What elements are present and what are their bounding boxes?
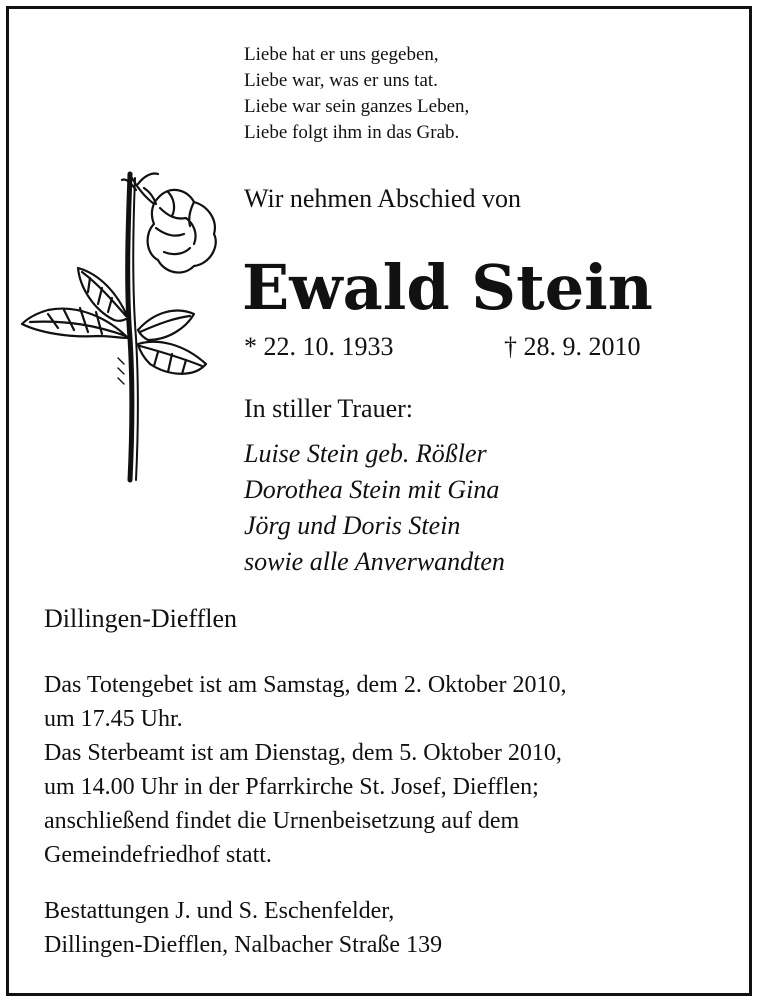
requiem-line: Gemeindefriedhof statt. [44,842,272,868]
requiem-line: um 14.00 Uhr in der Pfarrkirche St. Josef, Diefflen; [44,774,539,800]
undertaker-line: Dillingen-Diefflen, Nalbacher Straße 139 [44,932,443,958]
requiem-line: Das Sterbeamt ist am Dienstag, dem 5. Oktober 2010, [44,740,562,766]
requiem-notice [44,736,562,872]
prayer-notice [44,668,566,736]
rose-icon [18,168,228,488]
death-date: † 28. 9. 2010 [504,332,641,361]
farewell-intro: Wir nehmen Abschied von [244,184,521,213]
undertaker-line: Bestattungen J. und S. Eschenfelder, [44,898,395,924]
poem [244,42,469,146]
undertaker-info [44,894,442,962]
mourner: Dorothea Stein mit Gina [244,475,500,504]
prayer-line: Das Totengebet ist am Samstag, dem 2. Oktober 2010, [44,672,567,698]
place-name: Dillingen-Diefflen [44,604,238,633]
birth-date: * 22. 10. 1933 [244,332,394,361]
poem-line: Liebe hat er uns gegeben, [244,44,439,65]
poem-line: Liebe war sein ganzes Leben, [244,96,470,117]
poem-line: Liebe folgt ihm in das Grab. [244,122,460,143]
prayer-line: um 17.45 Uhr. [44,706,183,732]
mourner: Jörg und Doris Stein [244,511,461,540]
deceased-name: Ewald Stein [242,251,653,324]
requiem-line: anschließend findet die Urnenbeisetzung auf dem [44,808,520,834]
mourner: Luise Stein geb. Rößler [244,439,487,468]
mourners-list [244,436,505,580]
mourner: sowie alle Anverwandten [244,547,505,576]
mourning-heading: In stiller Trauer: [244,394,413,423]
poem-line: Liebe war, was er uns tat. [244,70,438,91]
